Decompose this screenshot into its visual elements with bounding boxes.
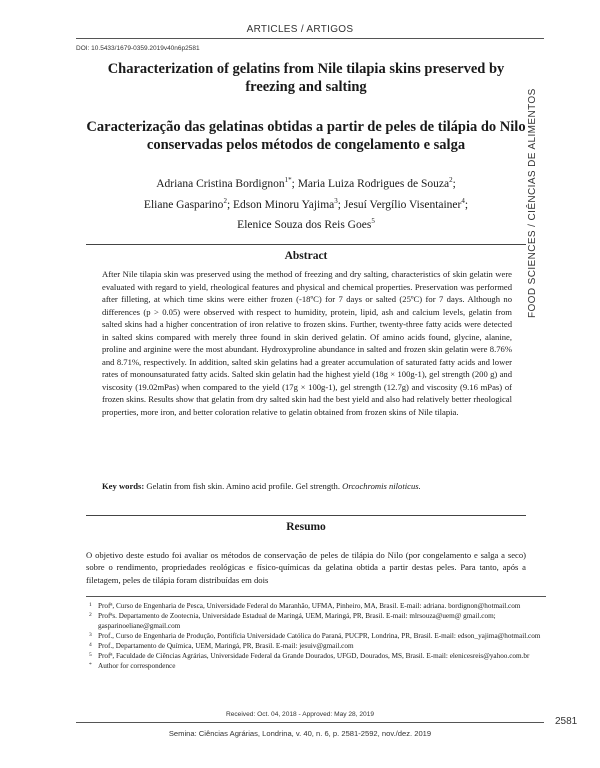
author: Edson Minoru Yajima$^3$;: [233, 196, 344, 211]
header-divider: [76, 38, 544, 39]
abstract-text: After Nile tilapia skin was preserved using the method of freezing and dry salting, characteristics of skin gelatin were evaluated with regard to yield, rheological features and physical and chemical properties. Preservation was performed after filleting, at which time skins were either frozen (-18ºC) for 7 days or salted (25ºC) for 7 days. Although no differences (p > 0.05) were observed with respect to humidity, protein, lipid, ash and calcium levels, gelatin from salted skins had a higher concentration of iron relative to frozen skins. Further, twenty-three fatty acids were detected in salted skins compared with merely three found in skin derived gelatin. Of amino acids found, glycine, alanine, proline and arginine were the most abundant. Hydroxyproline abundance in salted and frozen skin gelatin were 8.76% and 8.71%, respectively. In addition, salted skin gelatins had a greater accumulation of saturated fatty acids and lower rates of monounsaturated fatty acids. Salted skin gelatin had the highest yield (18g × 100g-1), gel strength (200 g) and viscosity (19.02mPas) when compared to the yield (17g × 100g-1), gel strength (12.7g) and viscosity (9.16 mPas) of frozen skins. Results show that gelatin from dry salted skin had the best yield and also had relatively better rheological properties, more iron, and better coloration relative to gelatin obtained from frozen skins of Nile tilapia.: [102, 269, 512, 417]
section-label: ARTICLES / ARTIGOS: [246, 24, 354, 35]
abstract-heading: Abstract: [284, 250, 328, 262]
side-section-label: FOOD SCIENCES / CIÊNCIAS DE ALIMENTOS: [527, 88, 538, 318]
footnote-divider: [86, 596, 546, 597]
author: Adriana Cristina Bordignon$^{1*}$;: [156, 176, 298, 190]
author: Elenice Souza dos Reis Goes$^5$: [237, 217, 375, 232]
author: Eliane Gasparino$^2$;: [143, 196, 234, 211]
resumo-text: O objetivo deste estudo foi avaliar os métodos de conservação de peles de tilápia do Nilo (por congelamento e salga a seco) sobre o rendimento, propriedades reológicas e físico-químicas da gelatina obtida a partir destas peles. Para tanto, após a filetagem, peles de tilápia foram distribuídas em dois: [86, 550, 526, 585]
keywords: Key words: Gelatin from fish skin. Amino acid profile. Gel strength. Orcochromis niloticus.: [102, 481, 421, 491]
resumo-heading: Resumo: [286, 521, 326, 533]
resumo-rule: [86, 515, 526, 516]
title-portuguese: Caracterização das gelatinas obtidas a partir de peles de tilápia do Nilo conservadas pelos métodos de congelamento e salga: [86, 119, 526, 153]
author: Maria Luiza Rodrigues de Souza$^2$;: [297, 176, 456, 190]
author: Jesuí Vergílio Visentainer$^4$;: [343, 196, 469, 211]
footnote: 1 Profª, Curso de Engenharia de Pesca, Universidade Federal do Maranhão, UFMA, Pinheiro, MA, Brasil. E-mail: adriana. bordignon@hotmail.com: [89, 602, 521, 610]
title-english: Characterization of gelatins from Nile tilapia skins preserved by freezing and salting: [107, 61, 505, 95]
footnote: * Author for correspondence: [89, 662, 176, 670]
footer-divider: [76, 722, 544, 723]
footnote: 5 Profª, Faculdade de Ciências Agrárias, Universidade Federal da Grande Dourados, UFGD, Dourados, MS, Brasil. E-mail: elenicesreis@yahoo.com.br: [89, 652, 530, 660]
footnote: 3 Prof., Curso de Engenharia de Produção, Pontifícia Universidade Católica do Paraná, PUCPR, Londrina, PR, Brasil. E-mail: edson_yajima@hotmail.com: [89, 632, 541, 640]
footnotes: [86, 601, 546, 671]
received-dates: Received: Oct. 04, 2018 - Approved: May 28, 2019: [225, 711, 375, 718]
doi: DOI: 10.5433/1679-0359.2019v40n6p2581: [76, 45, 200, 52]
footnote: 2 Profªs. Departamento de Zootecnia, Universidade Estadual de Maringá, UEM, Maringá, PR, Brasil. E-mail: mlrsouza@uem@ gmail.com; gasparinoeliane@gmail.com: [89, 612, 496, 630]
page-number: 2581: [555, 716, 578, 727]
abstract-rule: [86, 244, 526, 245]
journal-citation: Semina: Ciências Agrárias, Londrina, v. 40, n. 6, p. 2581-2592, nov./dez. 2019: [168, 729, 432, 738]
footnote: 4 Prof., Departamento de Química, UEM, Maringá, PR, Brasil. E-mail: jesuiv@gmail.com: [89, 642, 354, 650]
author-list: [86, 172, 526, 234]
